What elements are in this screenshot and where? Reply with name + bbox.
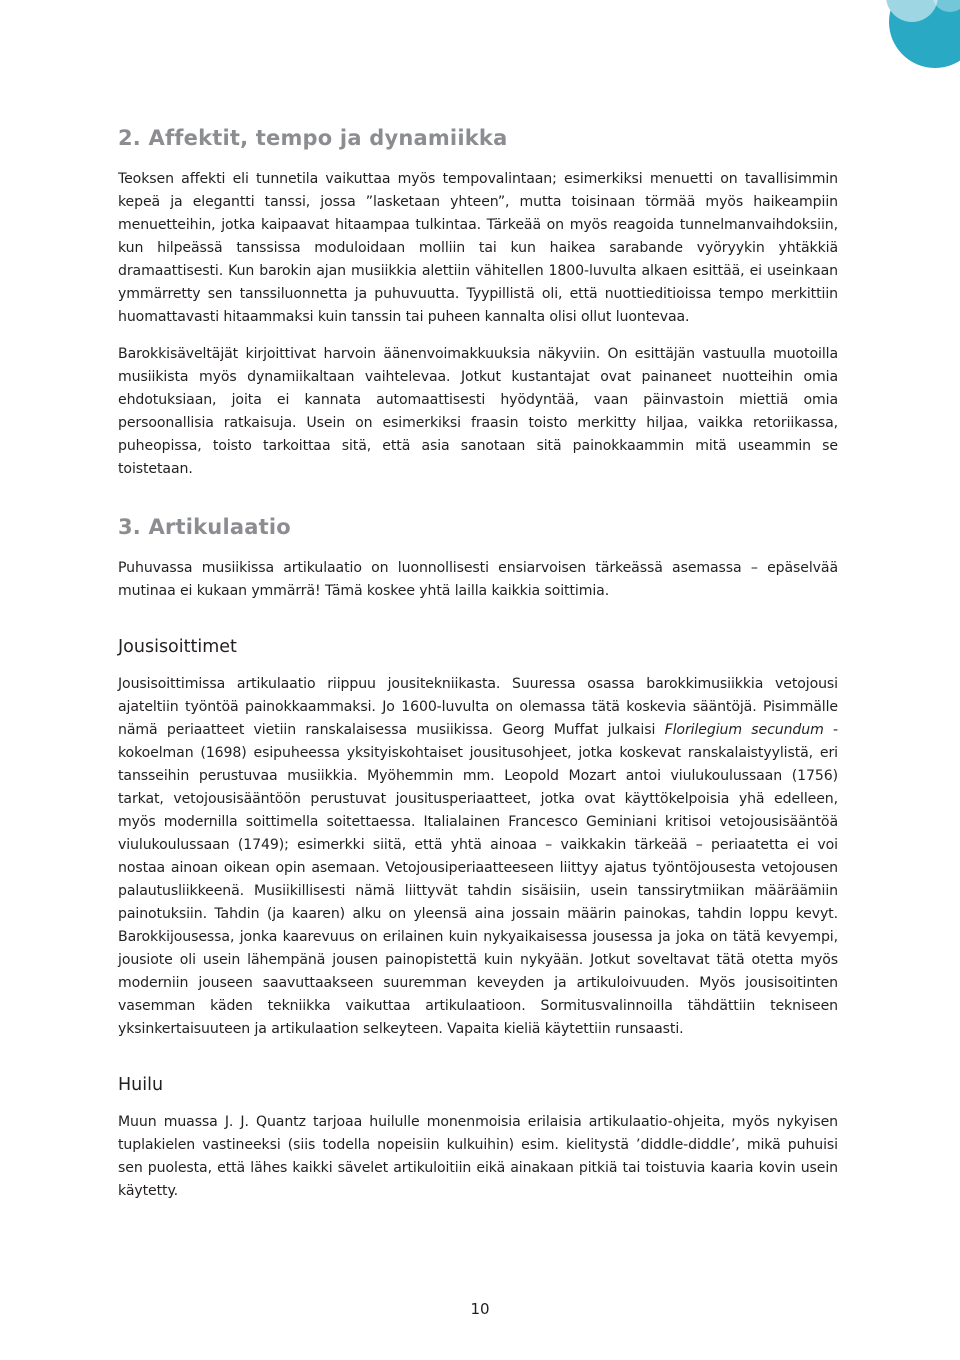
paragraph-jousisoittimet bbox=[118, 673, 838, 1041]
corner-decoration bbox=[0, 0, 960, 80]
section-heading-affektit: 2. Affektit, tempo ja dynamiikka bbox=[118, 126, 508, 150]
paragraph-huilu: Muun muassa J. J. Quantz tarjoaa huilulle monenmoisia erilaisia artikulaatio-ohjeita, myös nykyisen tuplakielen vastineeksi (siis todella nopeisiin kulkuihin) esim. kielitystä ’diddle-diddle’, mikä puhuisi sen puolesta, että lähes kaikki sävelet artikuloitiin eikä ainakaan pitkiä tai toistuvia kaaria kovin usein käytetty. bbox=[118, 1114, 838, 1199]
page-content bbox=[118, 126, 838, 1217]
paragraph-jousisoittimet-part1: Jousisoittimissa artikulaatio riippuu jousitekniikasta. Suuressa osassa barokkimusiikkia vetojousi ajateltiin työntöä painokkaammaksi. Jo 1600-luvulta on olemassa tätä koskevia sääntöjä. Pisimmälle nämä periaatteet vietiin ranskalaisessa musiikissa. Georg Muffat julkaisi bbox=[118, 676, 838, 738]
paragraph-artikulaatio: Puhuvassa musiikissa artikulaatio on luonnollisesti ensiarvoisen tärkeässä asemassa – epäselvää mutinaa ei kukaan ymmärrä! Tämä koskee yhtä lailla kaikkia soittimia. bbox=[118, 560, 838, 599]
page-number: 10 bbox=[470, 1300, 490, 1318]
decorative-circle-highlight bbox=[932, 0, 960, 12]
subheading-huilu: Huilu bbox=[118, 1075, 164, 1095]
decorative-circle-large bbox=[889, 0, 960, 68]
paragraph-dynamiikka: Barokkisäveltäjät kirjoittivat harvoin äänenvoimakkuuksia näkyviin. On esittäjän vastuulla muotoilla musiikista myös dynamiikaltaan vaihtelevaa. Jotkut kustantajat ovat painaneet nuotteihin omia ehdotuksiaan, joita ei kannata automaattisesti hyödyntää, vaan päinvastoin miettiä omia persoonallisia ratkaisuja. Usein on esimerkiksi fraasin toisto merkitty hiljaa, vaikka retoriikassa, puheopissa, toisto tarkoittaa sitä, että asia sanotaan sitä painokkaammin mitä useammin se toistetaan. bbox=[118, 346, 838, 477]
decorative-circle-small bbox=[886, 0, 938, 22]
book-title-italic: Florilegium secundum bbox=[664, 722, 824, 738]
paragraph-affekti: Teoksen affekti eli tunnetila vaikuttaa myös tempovalintaan; esimerkiksi menuetti on tavallisimmin kepeä ja elegantti tanssi, jossa ”lasketaan yhteen”, mutta toisinaan törmää myös haikeampiin menuetteihin, jotka kaipaavat hitaampaa tulkintaa. Tärkeää on myös reagoida tunnelmanvaihdoksiin, kun hilpeässä tanssissa moduloidaan molliin tai kun haikea sarabande vyöryykin yhtäkkiä dramaattisesti. Kun barokin ajan musiikkia alettiin vähitellen 1800-luvulta alkaen esittää, ei useinkaan ymmärretty sen tanssiluonnetta ja puhuvuutta. Tyypillistä oli, että nuottieditioissa tempo merkittiin huomattavasti hitaammaksi kuin tanssin tai puheen kannalta olisi ollut luontevaa. bbox=[118, 171, 838, 325]
paragraph-jousisoittimet-part2: -kokoelman (1698) esipuheessa yksityiskohtaiset jousitusohjeet, jotka koskevat ranskalaistyylistä, eri tansseihin perustuvaa musiikkia. Myöhemmin mm. Leopold Mozart antoi viulukoulussaan (1756) tarkat, vetojousisääntöön perustuvat jousitusperiaatteet, jotka ovat käyttökelpoisia yhä edelleen, myös modernilla soittimella soitettaessa. Italialainen Francesco Geminiani kritisoi vetojousisääntöä viulukoulussaan (1749); esimerkki siitä, että yhtä ainoaa – vaikkakin tärkeää – periaatetta ei voi nostaa ainoan oikean opin asemaan. Vetojousiperiaatteeseen liittyy ajatus työntöjousesta vetojousen palautusliikkeenä. Musiikillisesti nämä liittyvät tahdin sisäisiin, usein tanssirytmiikan määräämiin painotuksiin. Tahdin (ja kaaren) alku on yleensä aina jossain määrin painokas, tahdin loppu kevyt. Barokkijousessa, jonka kaarevuus on erilainen kuin nykyaikaisessa jousessa ja joka on tätä kevyempi, jousiote oli usein lähempänä jousen painopistettä kuin nykyään. Jotkut soveltavat tätä otetta myös moderniin jouseen saavuttaakseen suuremman keveyden ja artikuloivuuden. Myös jousisoitinten vasemman käden tekniikka vaikuttaa artikulaatioon. Sormitusvalinnoilla tähdättiin tekniseen yksinkertaisuuteen ja artikulaation selkeyteen. Vapaita kieliä käytettiin runsaasti. bbox=[118, 722, 839, 1037]
section-heading-artikulaatio: 3. Artikulaatio bbox=[118, 515, 291, 539]
subheading-jousisoittimet: Jousisoittimet bbox=[118, 637, 237, 657]
